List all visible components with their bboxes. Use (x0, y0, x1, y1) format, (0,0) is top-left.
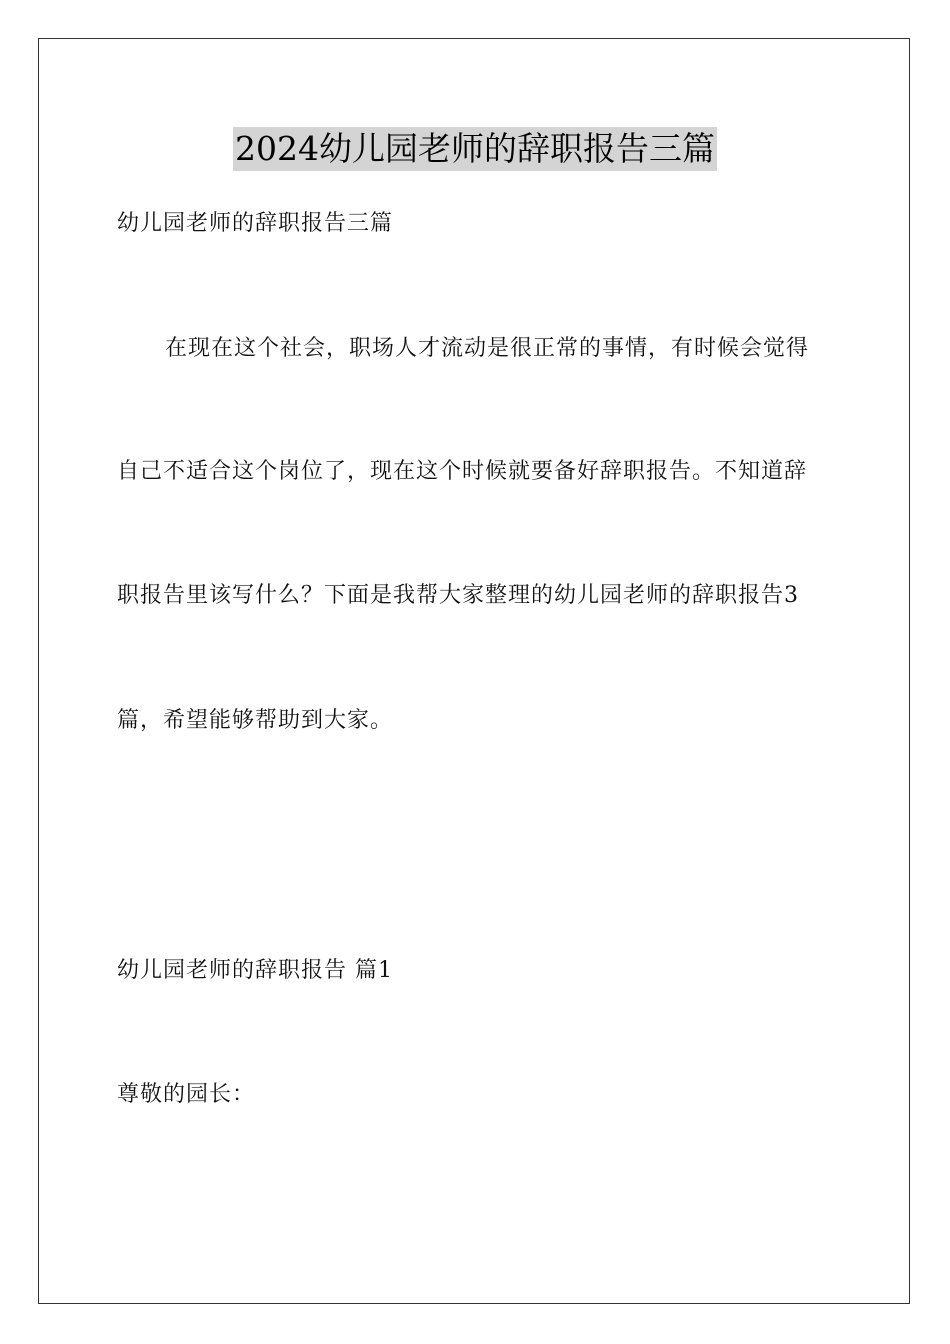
title-container (0, 127, 950, 171)
document-subtitle[interactable]: 幼儿园老师的辞职报告三篇 (117, 211, 394, 236)
intro-line-2[interactable]: 自己不适合这个岗位了，现在这个时候就要备好辞职报告。不知道辞 (117, 459, 808, 484)
document-title[interactable]: 2024幼儿园老师的辞职报告三篇 (233, 127, 717, 171)
section-heading[interactable]: 幼儿园老师的辞职报告 篇1 (117, 958, 393, 983)
salutation[interactable]: 尊敬的园长： (117, 1082, 256, 1107)
intro-line-3[interactable]: 职报告里该写什么？下面是我帮大家整理的幼儿园老师的辞职报告3 (117, 583, 799, 608)
intro-line-4[interactable]: 篇，希望能够帮助到大家。 (117, 708, 394, 733)
intro-line-1[interactable]: 在现在这个社会，职场人才流动是很正常的事情，有时候会觉得 (165, 336, 810, 361)
